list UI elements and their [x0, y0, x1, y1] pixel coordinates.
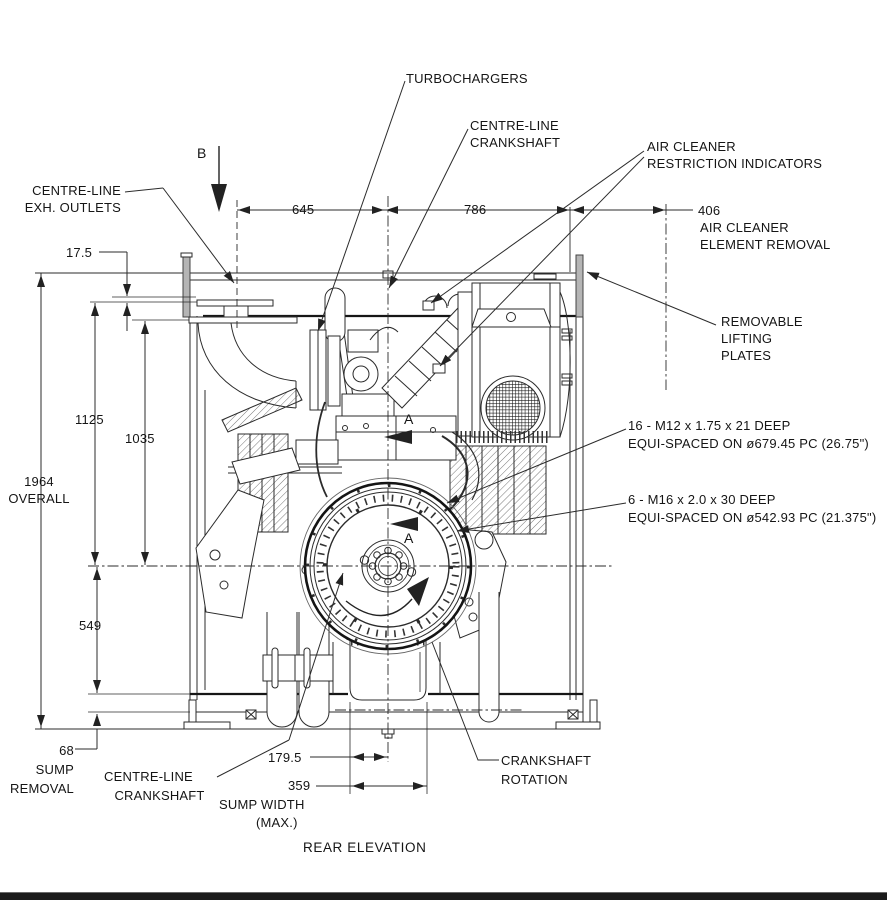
dim-label-17-5: 17.5	[66, 245, 93, 260]
label-bolt-pattern-16-2: EQUI-SPACED ON ø679.45 PC (26.75")	[628, 436, 869, 451]
dim-label-1035: 1035	[125, 431, 155, 446]
leader-turbochargers	[318, 81, 405, 331]
leader-centreline-crankshaft-top	[389, 129, 468, 288]
dim-label-68: 68	[59, 743, 74, 758]
dim-label-359: 359	[288, 778, 311, 793]
label-removable-lifting-2: LIFTING	[721, 331, 773, 346]
label-crankshaft-rotation-2: ROTATION	[501, 772, 568, 787]
leader-exh-outlets-tick	[125, 188, 163, 192]
base-skid	[182, 694, 600, 738]
label-centreline-crankshaft-top-2: CRANKSHAFT	[470, 135, 561, 150]
dim-label-1125: 1125	[75, 412, 104, 427]
label-removable-lifting-1: REMOVABLE	[721, 314, 803, 329]
label-centreline-crankshaft-bottom-2: CRANKSHAFT	[114, 788, 205, 803]
label-section-marker-a-lower: A	[404, 530, 414, 546]
view-title: REAR ELEVATION	[303, 840, 427, 855]
label-bolt-pattern-6-2: EQUI-SPACED ON ø542.93 PC (21.375")	[628, 510, 877, 525]
label-removable-lifting-3: PLATES	[721, 348, 772, 363]
label-bolt-pattern-16-1: 16 - M12 x 1.75 x 21 DEEP	[628, 418, 791, 433]
label-centreline-crankshaft-top-1: CENTRE-LINE	[470, 118, 559, 133]
leader-lifting-plates	[587, 272, 716, 325]
dim-label-645: 645	[292, 202, 315, 217]
label-centreline-exh-outlets-1: CENTRE-LINE	[32, 183, 121, 198]
label-overall: OVERALL	[8, 491, 70, 506]
label-bolt-pattern-6-1: 6 - M16 x 2.0 x 30 DEEP	[628, 492, 776, 507]
dim-17-5	[90, 252, 197, 331]
label-centreline-crankshaft-bottom-1: CENTRE-LINE	[104, 769, 193, 784]
label-sump-removal-2: REMOVAL	[9, 781, 74, 796]
label-air-cleaner-restriction-2: RESTRICTION INDICATORS	[647, 156, 823, 171]
label-turbochargers: TURBOCHARGERS	[406, 71, 528, 86]
dim-label-1964: 1964	[24, 474, 54, 489]
label-air-cleaner-restriction-1: AIR CLEANER	[647, 139, 736, 154]
label-sump-width: SUMP WIDTH	[219, 797, 305, 812]
label-sump-width-max: (MAX.)	[256, 815, 298, 830]
label-view-marker-b: B	[197, 145, 207, 161]
bottom-edge-bar	[0, 892, 887, 900]
dim-68-sump-removal	[75, 712, 190, 749]
label-crankshaft-rotation-1: CRANKSHAFT	[501, 753, 592, 768]
dim-label-179-5: 179.5	[268, 750, 302, 765]
label-section-marker-a-upper: A	[404, 411, 414, 427]
label-sump-removal-1: SUMP	[35, 762, 74, 777]
dim-549	[88, 567, 190, 694]
label-air-cleaner-element-2: ELEMENT REMOVAL	[700, 237, 831, 252]
leader-exh-outlets	[163, 188, 234, 283]
label-centreline-exh-outlets-2: EXH. OUTLETS	[24, 200, 121, 215]
dim-label-786: 786	[464, 202, 487, 217]
label-air-cleaner-element-1: AIR CLEANER	[700, 220, 789, 235]
view-arrow-b	[211, 146, 227, 212]
dim-label-406: 406	[698, 203, 721, 218]
dim-label-549: 549	[79, 618, 102, 633]
